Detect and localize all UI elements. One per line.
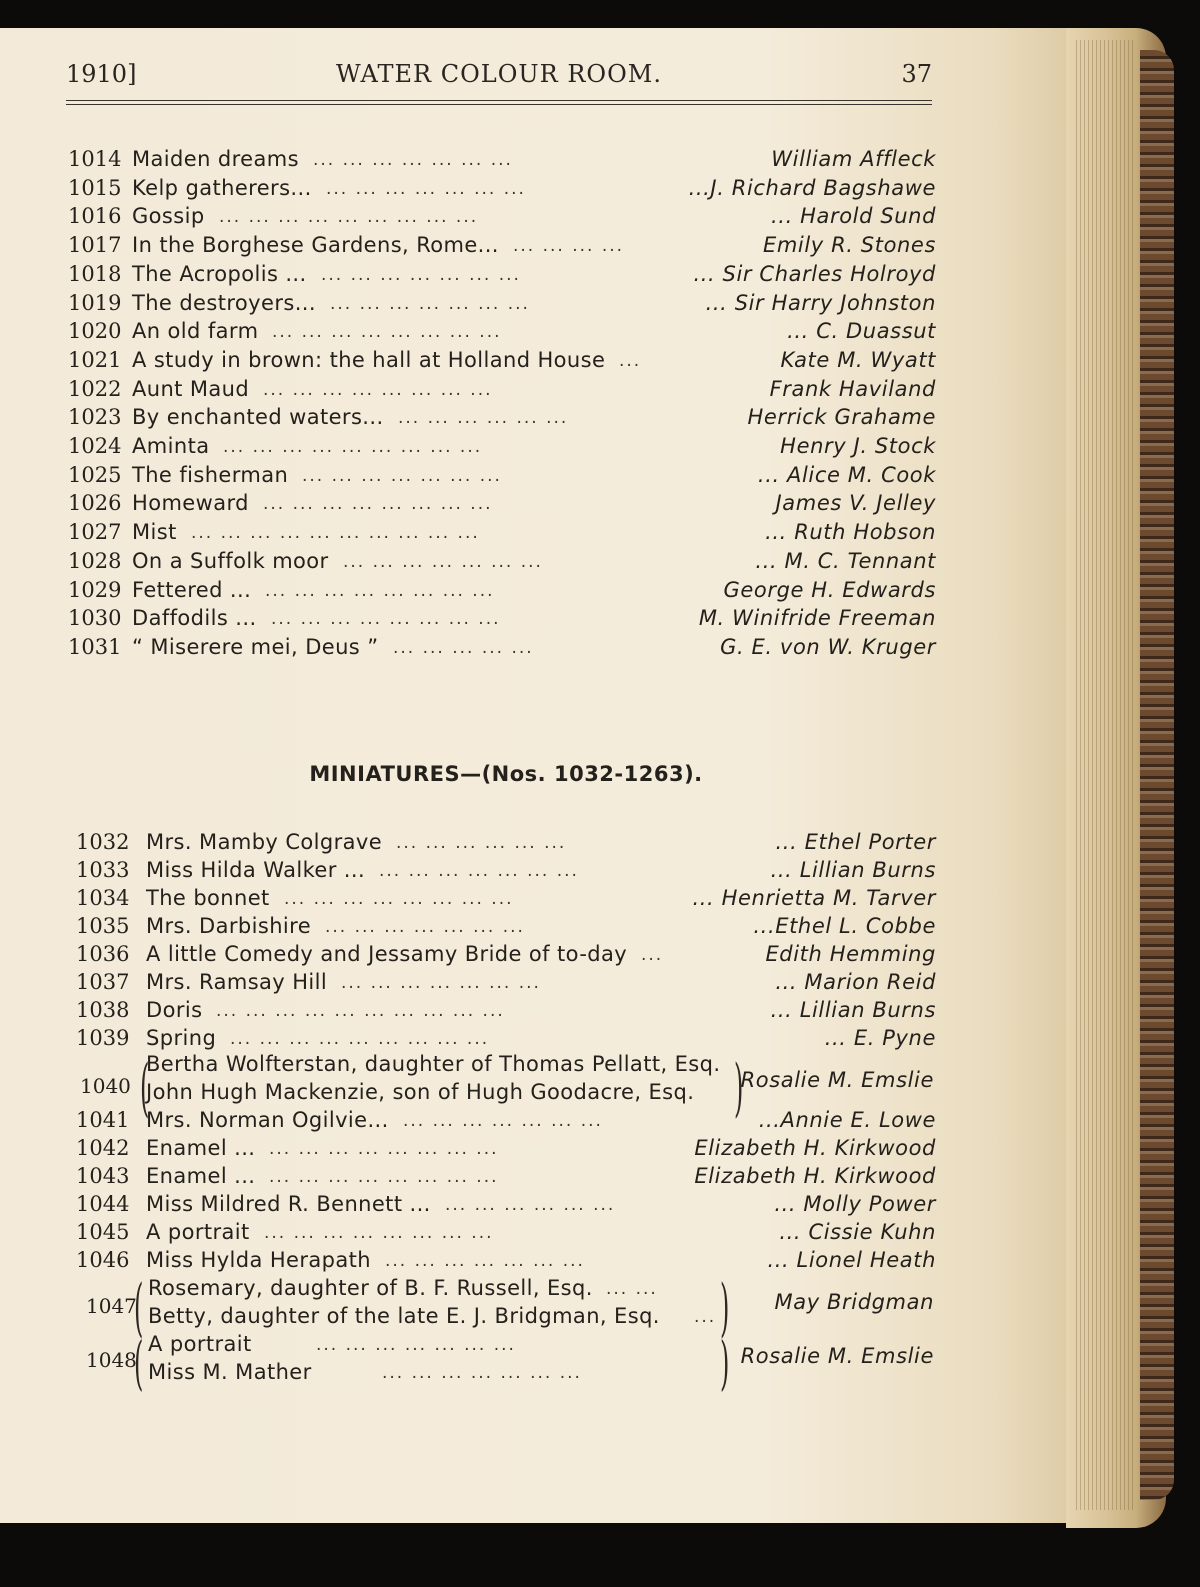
leader-dots: ... ... ... ... ... ... ... xyxy=(403,1111,603,1131)
entry-artist: ... Henrietta M. Tarver xyxy=(692,886,936,910)
leader-dots: ... ... ... ... ... ... ... xyxy=(379,861,579,881)
catalogue-entry xyxy=(76,830,936,858)
entry-title: Miss M. Mather xyxy=(148,1360,312,1384)
entry-artist: M. Winifride Freeman xyxy=(698,606,936,631)
entry-artist: Henry J. Stock xyxy=(780,434,936,458)
entry-artist: Elizabeth H. Kirkwood xyxy=(694,1136,936,1160)
catalogue-entry xyxy=(68,377,936,405)
leader-dots: ... ... ... ... ... ... ... xyxy=(313,150,513,170)
entry-artist: ... M. C. Tennant xyxy=(755,548,936,573)
entry-number: 1042 xyxy=(76,1136,130,1160)
page-number: 37 xyxy=(901,60,932,88)
entry-title: Fettered ... xyxy=(132,577,252,602)
leader-dots: ... ... ... ... ... ... ... xyxy=(385,1251,585,1271)
entry-title: The fisherman xyxy=(132,462,289,487)
header-year: 1910] xyxy=(66,60,137,88)
leader-dots: ... ... ... ... ... ... ... ... ... ... xyxy=(191,523,480,544)
catalogue-entry xyxy=(68,520,936,548)
entry-number: 1034 xyxy=(76,886,130,910)
entry-number: 1026 xyxy=(68,491,122,516)
entry-number: 1037 xyxy=(76,970,130,994)
entry-number: 1021 xyxy=(68,347,122,372)
entry-artist: ... Sir Charles Holroyd xyxy=(693,261,936,286)
entry-artist-box xyxy=(740,1290,934,1318)
leader-dots: ... ... ... ... ... ... xyxy=(396,833,567,853)
catalogue-entry xyxy=(76,942,936,970)
entry-title: The Acropolis ... xyxy=(132,261,307,286)
page-header xyxy=(66,60,932,96)
entry-artist: ... Lionel Heath xyxy=(767,1248,936,1272)
entry-artist: Emily R. Stones xyxy=(762,233,936,258)
entry-artist: George H. Edwards xyxy=(723,577,936,602)
leader-dots: ... ... ... ... ... ... ... ... xyxy=(269,1167,499,1187)
leader-dots: ... ... ... ... ... ... ... ... ... xyxy=(219,207,479,228)
entry-artist: Kate M. Wyatt xyxy=(780,347,936,372)
header-rule-double xyxy=(66,104,932,105)
leader-dots: ... ... ... ... ... xyxy=(393,637,534,658)
leader-dots: ... xyxy=(694,1307,717,1327)
entry-number: 1028 xyxy=(68,548,122,573)
leader-dots: ... ... ... ... ... ... ... ... xyxy=(272,322,502,343)
entry-artist: ... Lillian Burns xyxy=(770,998,936,1022)
entry-artist: May Bridgman xyxy=(774,1290,934,1314)
entry-number: 1023 xyxy=(68,405,122,430)
right-brace: ) xyxy=(720,1330,730,1398)
entry-number: 1030 xyxy=(68,606,122,631)
catalogue-entry xyxy=(68,204,936,232)
entry-title: The destroyers... xyxy=(132,290,316,315)
entry-title: A portrait xyxy=(146,1220,250,1244)
entry-line xyxy=(146,1052,746,1080)
entry-title: The bonnet xyxy=(146,886,270,910)
leader-dots: ... ... ... ... ... ... ... ... ... ... xyxy=(216,1001,505,1021)
leader-dots: ... ... ... ... ... ... ... ... xyxy=(265,580,495,601)
entry-artist: ... Ethel Porter xyxy=(775,830,936,854)
entry-artist: ...Ethel L. Cobbe xyxy=(753,914,936,938)
entry-artist: Herrick Grahame xyxy=(747,405,936,430)
entry-title: A little Comedy and Jessamy Bride of to-day xyxy=(146,942,628,966)
leader-dots: ... ... ... ... ... ... ... ... ... xyxy=(230,1029,490,1049)
header-title: WATER COLOUR ROOM. xyxy=(336,60,662,88)
entry-number: 1031 xyxy=(68,634,122,659)
entry-artist: Rosalie M. Emslie xyxy=(740,1344,934,1368)
catalogue-entry xyxy=(68,291,936,319)
entry-number: 1019 xyxy=(68,290,122,315)
catalogue-entry xyxy=(68,147,936,175)
entry-line xyxy=(148,1332,728,1360)
entry-title: Doris xyxy=(146,998,203,1022)
entry-title: Rosemary, daughter of B. F. Russell, Esq. xyxy=(148,1276,593,1300)
catalogue-entry xyxy=(76,914,936,942)
catalogue-entry xyxy=(68,491,936,519)
entry-title: On a Suffolk moor xyxy=(132,548,329,573)
entry-artist: ... Molly Power xyxy=(774,1192,936,1216)
entry-title: Bertha Wolfterstan, daughter of Thomas Pellatt, Esq. xyxy=(146,1052,721,1076)
catalogue-entry xyxy=(68,549,936,577)
entry-artist: Elizabeth H. Kirkwood xyxy=(694,1164,936,1188)
entry-number: 1016 xyxy=(68,204,122,229)
entry-title: Gossip xyxy=(132,204,205,229)
entry-title: Mrs. Norman Ogilvie... xyxy=(146,1108,389,1132)
entry-artist: ...Annie E. Lowe xyxy=(758,1108,936,1132)
entry-title: A study in brown: the hall at Holland House xyxy=(132,347,606,372)
entry-number: 1044 xyxy=(76,1192,130,1216)
catalogue-entry xyxy=(68,606,936,634)
entry-title: Betty, daughter of the late E. J. Bridgman, Esq. xyxy=(148,1304,660,1328)
entry-artist: ... Alice M. Cook xyxy=(757,462,936,487)
entry-artist: ...J. Richard Bagshawe xyxy=(688,175,936,200)
entry-number: 1047 xyxy=(86,1294,137,1318)
entry-title: A portrait xyxy=(148,1332,252,1356)
entry-number: 1045 xyxy=(76,1220,130,1244)
catalogue-entry xyxy=(76,1108,936,1136)
entry-title: Mrs. Mamby Colgrave xyxy=(146,830,383,854)
catalogue-entry xyxy=(68,463,936,491)
entry-line xyxy=(146,1080,746,1108)
entry-title: Homeward xyxy=(132,491,249,516)
catalogue-entry xyxy=(68,233,936,261)
leader-dots: ... ... ... ... ... ... ... ... xyxy=(269,1139,499,1159)
entry-line xyxy=(148,1360,728,1388)
leader-dots: ... ... ... ... ... ... ... xyxy=(341,973,541,993)
leader-dots: ... ... ... ... ... ... xyxy=(445,1195,616,1215)
entry-artist: James V. Jelley xyxy=(775,491,936,516)
entry-title: Aunt Maud xyxy=(132,376,250,401)
entry-title: John Hugh Mackenzie, son of Hugh Goodacre, Esq. xyxy=(146,1080,695,1104)
entry-number: 1039 xyxy=(76,1026,130,1050)
entry-title: Mist xyxy=(132,520,177,545)
leader-dots: ... ... ... ... ... ... ... xyxy=(326,178,526,199)
page-edge-lines xyxy=(1076,40,1136,1510)
right-brace: ) xyxy=(720,1272,730,1345)
catalogue-entry xyxy=(76,1248,936,1276)
entry-title: Miss Hilda Walker ... xyxy=(146,858,366,882)
left-brace: ( xyxy=(134,1272,144,1345)
catalogue-entry xyxy=(68,434,936,462)
entry-title: Mrs. Ramsay Hill xyxy=(146,970,328,994)
catalogue-entry xyxy=(76,886,936,914)
catalogue-entry xyxy=(68,405,936,433)
catalogue-entry xyxy=(76,1136,936,1164)
entry-number: 1046 xyxy=(76,1248,130,1272)
entry-artist: ... Lillian Burns xyxy=(770,858,936,882)
entry-title: “ Miserere mei, Deus ” xyxy=(132,634,379,659)
entry-title: Mrs. Darbishire xyxy=(146,914,312,938)
leader-dots: ... ... ... ... ... ... ... xyxy=(302,465,502,486)
catalogue-entry xyxy=(68,348,936,376)
entry-number: 1017 xyxy=(68,233,122,258)
entry-artist-box xyxy=(740,1068,934,1096)
entry-number: 1041 xyxy=(76,1108,130,1132)
entry-title: Daffodils ... xyxy=(132,606,257,631)
entry-number: 1027 xyxy=(68,520,122,545)
entry-artist: ... C. Duassut xyxy=(787,319,936,344)
leader-dots: ... ... ... ... ... ... ... xyxy=(382,1363,582,1383)
leader-dots: ... ... ... ... ... ... ... xyxy=(316,1335,516,1355)
catalogue-entry xyxy=(68,262,936,290)
entry-artist: William Affleck xyxy=(771,147,936,171)
entry-artist: ... Sir Harry Johnston xyxy=(705,290,936,315)
catalogue-entry xyxy=(76,1026,936,1054)
entry-title: Enamel ... xyxy=(146,1164,256,1188)
entry-title: An old farm xyxy=(132,319,259,344)
leader-dots: ... ... ... ... ... ... ... ... xyxy=(263,379,493,400)
entry-title: Kelp gatherers... xyxy=(132,175,312,200)
section-title: MINIATURES—(Nos. 1032-1263). xyxy=(309,762,703,786)
entry-number: 1036 xyxy=(76,942,130,966)
entry-number: 1029 xyxy=(68,577,122,602)
entry-title: Miss Mildred R. Bennett ... xyxy=(146,1192,431,1216)
left-brace: ( xyxy=(134,1330,144,1398)
catalogue-entry xyxy=(76,858,936,886)
leader-dots: ... ... ... ... ... ... ... ... xyxy=(263,494,493,515)
entry-number: 1035 xyxy=(76,914,130,938)
leader-dots: ... ... ... ... ... ... ... ... xyxy=(271,609,501,630)
catalogue-entry xyxy=(76,1192,936,1220)
entry-number: 1048 xyxy=(86,1348,137,1372)
leader-dots: ... ... ... ... ... ... ... xyxy=(321,264,521,285)
entry-title: Maiden dreams xyxy=(132,147,299,171)
leader-dots: ... ... ... ... ... ... ... xyxy=(343,551,543,572)
entry-number: 1018 xyxy=(68,261,122,286)
entry-title: Enamel ... xyxy=(146,1136,256,1160)
entry-number: 1020 xyxy=(68,319,122,344)
entry-artist: ... Marion Reid xyxy=(775,970,936,994)
entry-title: Spring xyxy=(146,1026,217,1050)
leader-dots: ... ... ... ... ... ... ... ... xyxy=(284,889,514,909)
leader-dots: ... xyxy=(641,945,664,965)
entry-line xyxy=(148,1304,728,1332)
entry-title: Aminta xyxy=(132,434,210,458)
entry-number: 1040 xyxy=(80,1074,131,1098)
entry-number: 1014 xyxy=(68,147,122,171)
leader-dots: ... ... ... ... xyxy=(513,236,625,257)
entry-number: 1022 xyxy=(68,376,122,401)
entry-artist: ... Harold Sund xyxy=(771,204,936,229)
entry-number: 1032 xyxy=(76,830,130,854)
leader-dots: ... ... ... ... ... ... ... xyxy=(325,917,525,937)
catalogue-entry xyxy=(68,578,936,606)
catalogue-entry xyxy=(76,998,936,1026)
catalogue-entry xyxy=(76,1164,936,1192)
entry-artist: Rosalie M. Emslie xyxy=(740,1068,934,1092)
catalogue-entry xyxy=(76,1220,936,1248)
entry-line xyxy=(148,1276,728,1304)
entry-artist: ... Ruth Hobson xyxy=(765,520,936,545)
left-brace: ( xyxy=(140,1052,150,1125)
entry-artist: Frank Haviland xyxy=(769,376,936,401)
leader-dots: ... ... ... ... ... ... ... ... ... xyxy=(223,437,483,457)
catalogue-entry xyxy=(68,635,936,663)
entry-artist: Edith Hemming xyxy=(765,942,936,966)
leader-dots: ... ... ... ... ... ... xyxy=(398,408,569,429)
leader-dots: ... ... xyxy=(606,1279,658,1299)
entry-number: 1043 xyxy=(76,1164,130,1188)
entry-number: 1025 xyxy=(68,462,122,487)
entry-title: Miss Hylda Herapath xyxy=(146,1248,371,1272)
entry-number: 1015 xyxy=(68,175,122,200)
entry-artist-box xyxy=(740,1344,934,1372)
entry-artist: ... E. Pyne xyxy=(824,1026,936,1050)
catalogue-entry xyxy=(76,970,936,998)
header-rule xyxy=(66,100,932,101)
entry-artist: G. E. von W. Kruger xyxy=(720,634,936,659)
leader-dots: ... ... ... ... ... ... ... ... xyxy=(264,1223,494,1243)
entry-title: In the Borghese Gardens, Rome... xyxy=(132,233,499,258)
leader-dots: ... ... ... ... ... ... ... xyxy=(330,293,530,314)
leader-dots: ... xyxy=(619,350,642,371)
catalogue-entry xyxy=(68,319,936,347)
right-brace: ) xyxy=(734,1052,744,1125)
entry-number: 1024 xyxy=(68,434,122,458)
entry-number: 1038 xyxy=(76,998,130,1022)
entry-title: By enchanted waters... xyxy=(132,405,384,430)
entry-number: 1033 xyxy=(76,858,130,882)
entry-artist: ... Cissie Kuhn xyxy=(779,1220,936,1244)
book-cover-edge xyxy=(1140,50,1174,1500)
catalogue-entry xyxy=(68,176,936,204)
